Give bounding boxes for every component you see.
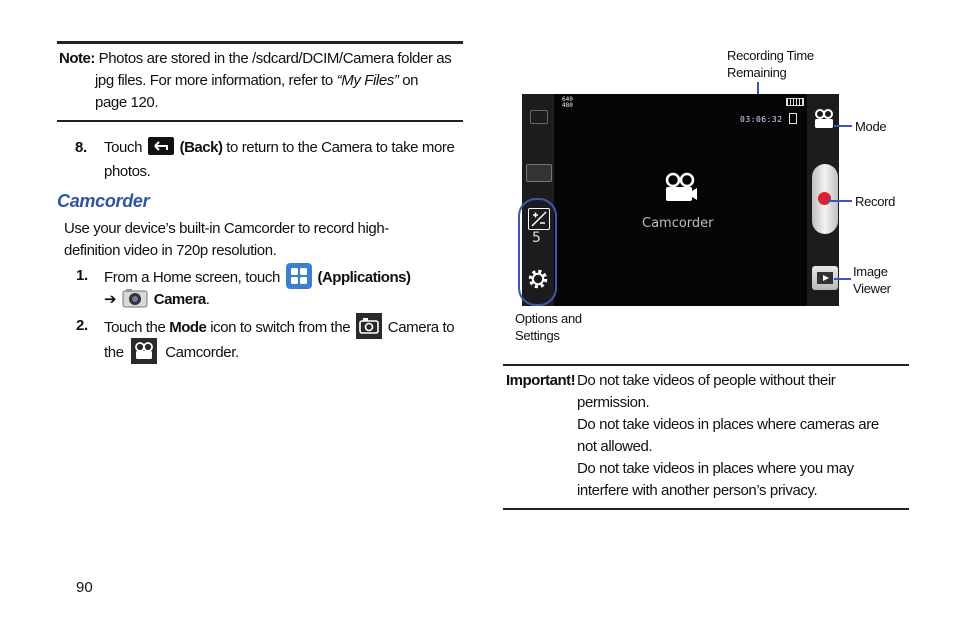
intro-line2: definition video in 720p resolution.	[64, 242, 277, 259]
step8-text: to return to the Camera to take more	[226, 139, 455, 156]
screen-mode-label: Camcorder	[642, 216, 714, 231]
gallery-slot-icon	[526, 164, 552, 182]
callout-record: Record	[855, 194, 896, 209]
callout-recording-time	[727, 47, 814, 81]
important-line4: not allowed.	[577, 438, 653, 455]
note-top-rule	[57, 41, 463, 44]
callout-image-viewer-line1: Image	[853, 264, 888, 279]
step2-number: 2.	[76, 317, 88, 334]
resolution-height: 480	[562, 102, 573, 109]
camcorder-mode-icon	[131, 338, 157, 364]
note-text-line2-end: on	[398, 72, 419, 89]
step8-touch: Touch	[104, 139, 143, 156]
mode-switch-icon[interactable]	[812, 108, 836, 130]
step1-period: .	[205, 291, 210, 308]
callout-line-mode	[834, 125, 852, 127]
page-number: 90	[76, 579, 93, 596]
step1-text: From a Home screen, touch	[104, 268, 280, 286]
mode-label: Mode	[169, 318, 207, 336]
callout-options	[515, 310, 582, 344]
important-line1: Do not take videos of people without their	[577, 372, 836, 389]
note-line2	[95, 70, 418, 92]
storage-icon	[789, 113, 797, 124]
camera-app-icon	[122, 288, 148, 308]
callout-image-viewer	[853, 263, 891, 297]
recording-timer: 03:06:32	[740, 115, 783, 124]
step1-number: 1.	[76, 267, 88, 284]
important-line3: Do not take videos in places where cameras are	[577, 416, 879, 433]
applications-label: (Applications)	[317, 268, 411, 286]
resolution-width: 640	[562, 96, 573, 103]
battery-icon	[786, 98, 804, 106]
callout-recording-time-line1: Recording Time	[727, 48, 814, 63]
callout-recording-time-line2: Remaining	[727, 65, 787, 80]
exposure-value: 5	[532, 230, 541, 246]
step8-line2: photos.	[104, 163, 151, 180]
note-bottom-rule	[57, 120, 463, 122]
step1-line2	[104, 289, 210, 311]
step2-text-c: Camera to	[387, 318, 455, 336]
callout-image-viewer-line2: Viewer	[853, 281, 891, 296]
important-line5: Do not take videos in places where you may	[577, 460, 854, 477]
options-highlight-ring	[518, 198, 557, 306]
note-label: Note:	[59, 50, 95, 67]
step2-text-d: Camcorder.	[165, 343, 239, 361]
callout-line-record	[826, 200, 852, 202]
step2-line2	[104, 340, 239, 366]
quick-camera-icon	[530, 110, 548, 124]
camcorder-center-icon	[662, 172, 698, 204]
note-text-line1: Photos are stored in the /sdcard/DCIM/Camera folder as	[98, 50, 452, 67]
step2-text-a: Touch the	[104, 318, 166, 336]
note-line3: page 120.	[95, 94, 159, 111]
record-dot-icon	[818, 192, 831, 205]
camera-mode-icon	[356, 313, 382, 339]
callout-mode: Mode	[855, 119, 887, 134]
important-text	[577, 370, 907, 502]
note-block	[59, 48, 464, 70]
arrow-icon: ➔	[104, 291, 117, 308]
intro-line1: Use your device’s built-in Camcorder to record high-	[64, 220, 389, 237]
callout-line-image-viewer	[834, 278, 851, 280]
my-files-reference[interactable]: “My Files”	[336, 72, 399, 89]
step2-the: the	[104, 343, 124, 361]
back-label: (Back)	[179, 139, 223, 156]
callout-options-line2: Settings	[515, 328, 560, 343]
important-top-rule	[503, 364, 909, 366]
applications-icon	[286, 263, 312, 289]
back-icon	[148, 137, 174, 155]
important-bottom-rule	[503, 508, 909, 510]
record-button[interactable]	[812, 164, 838, 234]
step8-number: 8.	[75, 139, 87, 156]
step2-text-b: icon to switch from the	[210, 318, 351, 336]
section-heading: Camcorder	[57, 191, 150, 211]
important-line6: interfere with another person’s privacy.	[577, 482, 818, 499]
step1-line1	[104, 265, 410, 291]
important-line2: permission.	[577, 394, 650, 411]
callout-options-line1: Options and	[515, 311, 582, 326]
camcorder-screen	[522, 94, 839, 306]
important-label: Important!	[506, 372, 576, 389]
note-text-line2: jpg files. For more information, refer to	[95, 72, 337, 89]
step8-line1	[104, 137, 454, 159]
resolution-indicator	[562, 97, 573, 109]
camera-label: Camera	[153, 291, 206, 308]
